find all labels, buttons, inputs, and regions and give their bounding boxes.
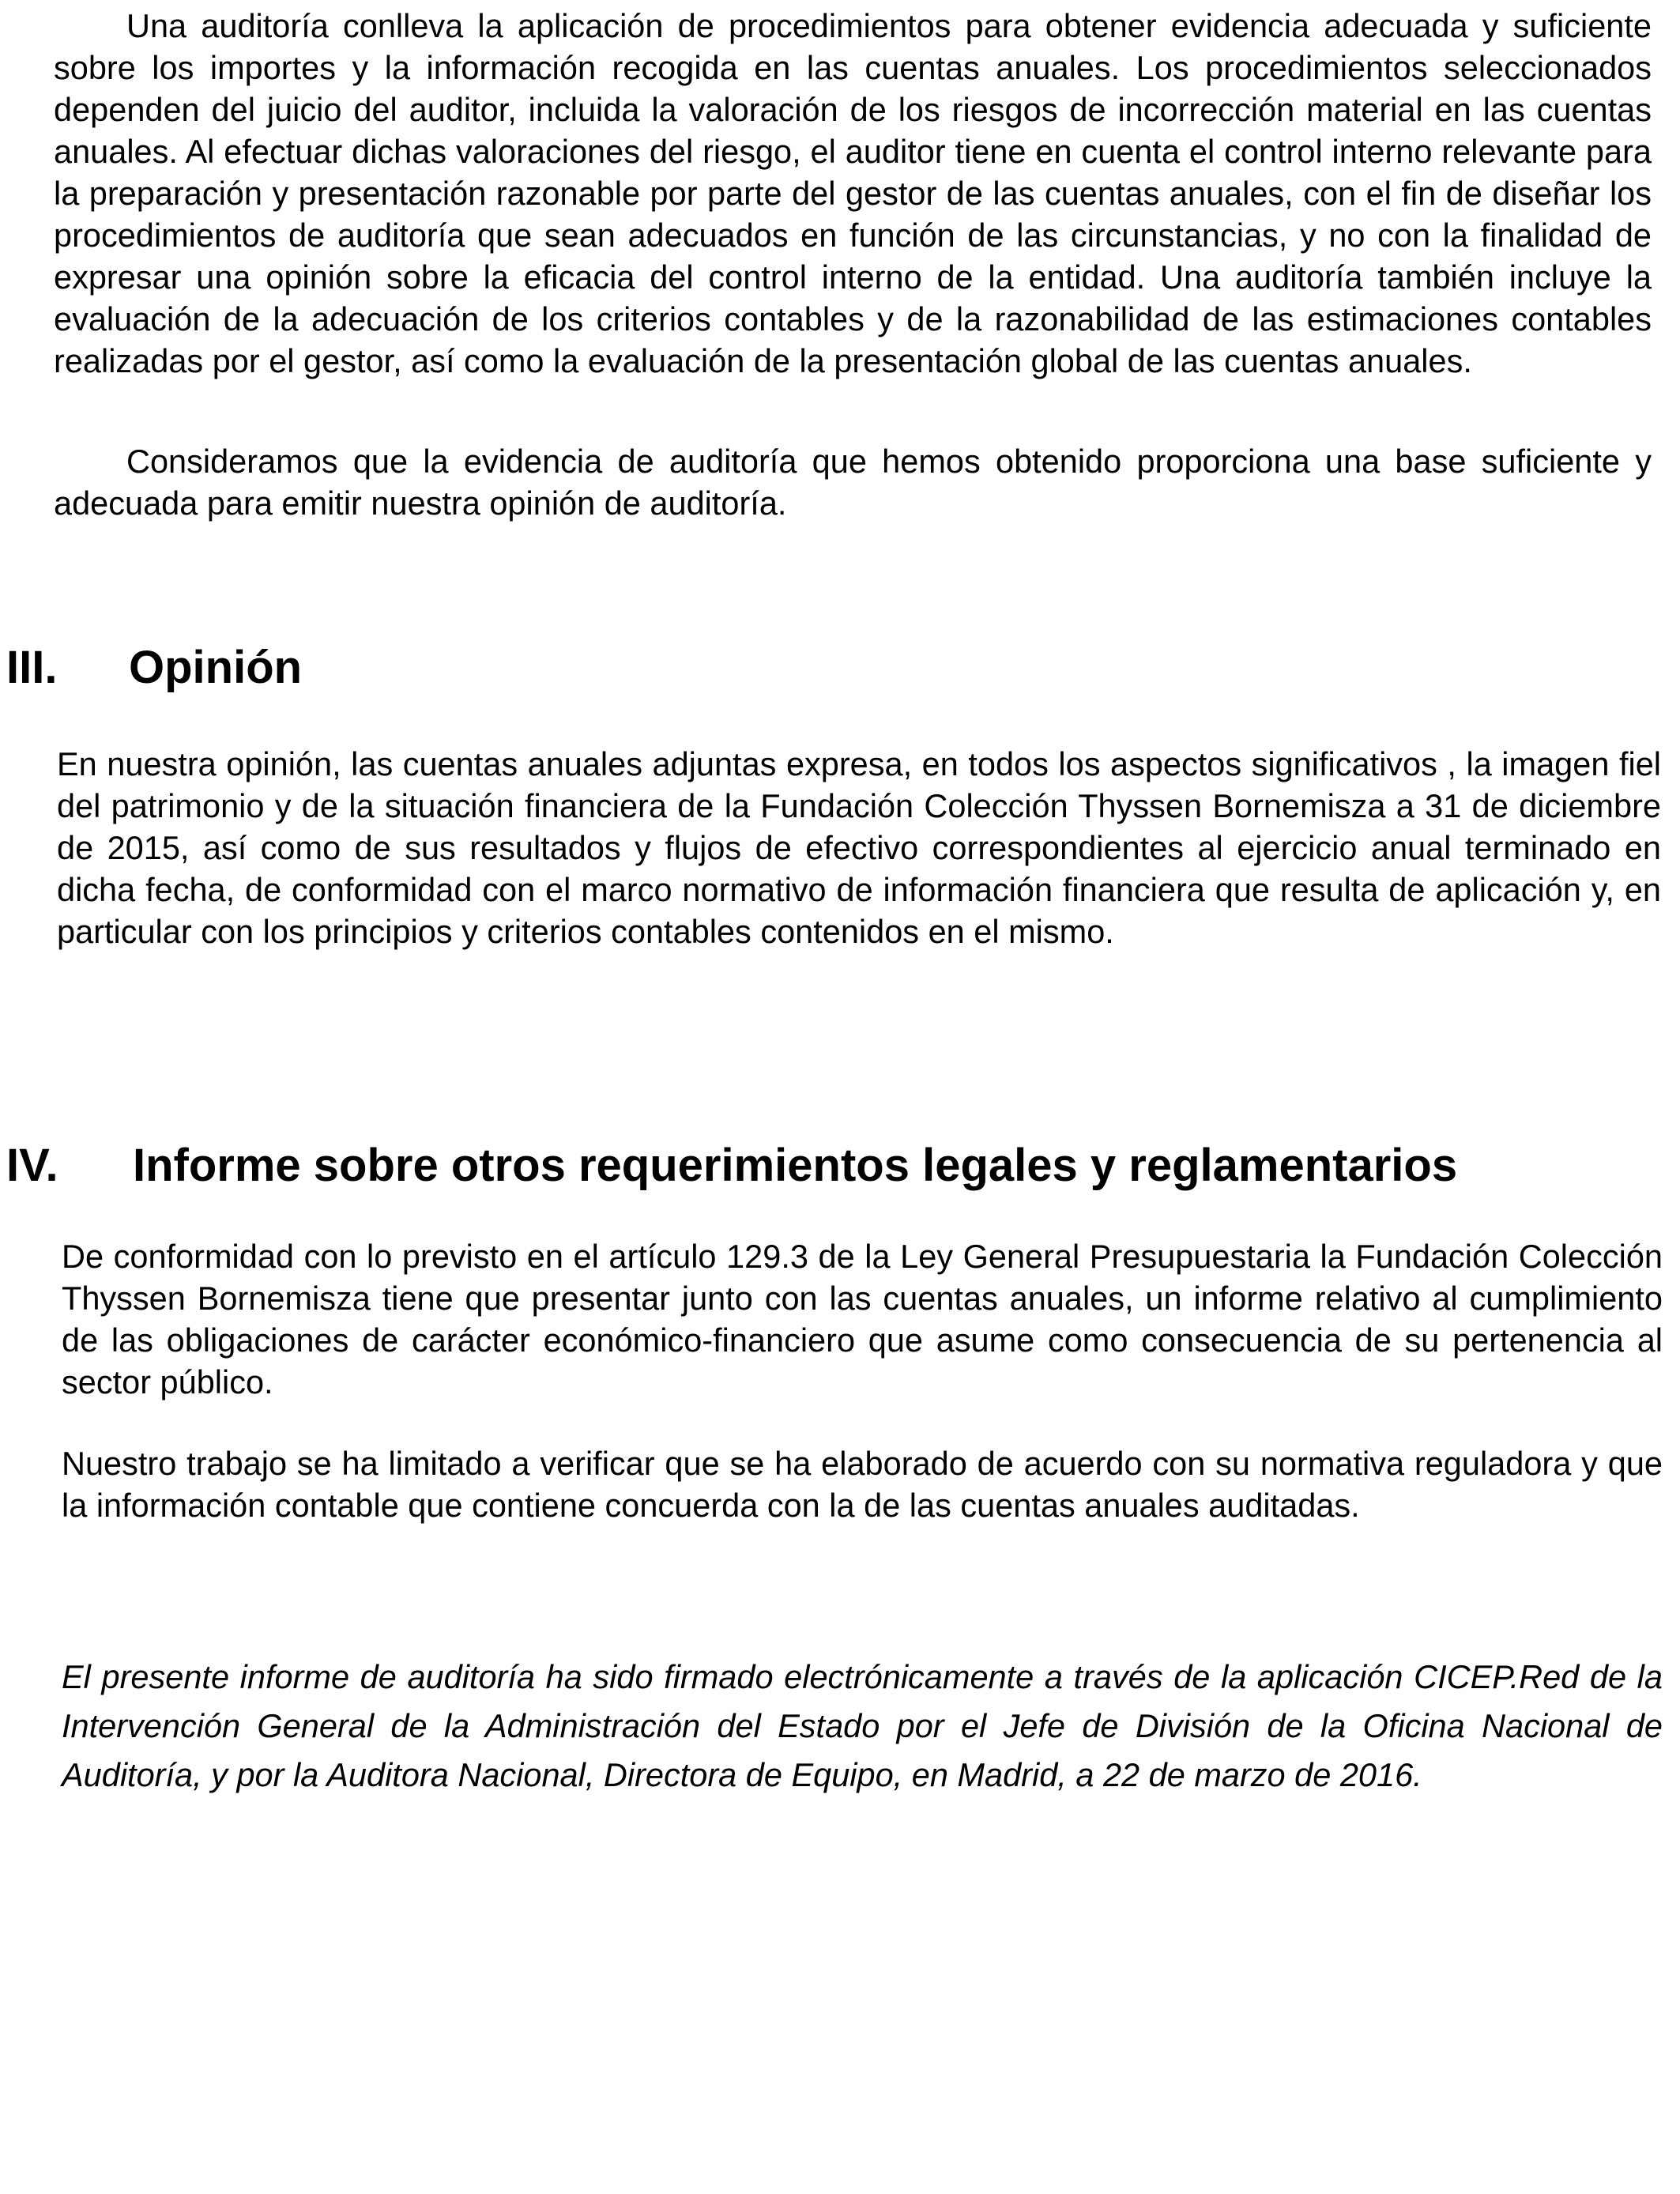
opinion-heading	[6, 640, 638, 696]
electronic-signature-note: El presente informe de auditoría ha sido firmado electrónicamente a través de la aplicación CICEP.Red de la Intervención General de la Administración del Estado por el Jefe de División de la Oficina Nacional de Auditoría, y por la Auditora Nacional, Directora de Equipo, en Madrid, a 22 de marzo de 2016.	[62, 1658, 1663, 1793]
procedures-paragraph: Una auditoría conlleva la aplicación de procedimientos para obtener evidencia adecuada y suficiente sobre los importes y la información recogida en las cuentas anuales. Los procedimientos seleccionados dependen del juicio del auditor, incluida la valoración de los riesgos de incorrección material en las cuentas anuales. Al efectuar dichas valoraciones del riesgo, el auditor tiene en cuenta el control interno relevante para la preparación y presentación razonable por parte del gestor de las cuentas anuales, con el fin de diseñar los procedimientos de auditoría que sean adecuados en función de las circunstancias, y no con la finalidad de expresar una opinión sobre la eficacia del control interno de la entidad. Una auditoría también incluye la evaluación de la adecuación de los criterios contables y de la razonabilidad de las estimaciones contables realizadas por el gestor, así como la evaluación de la presentación global de las cuentas anuales.	[54, 7, 1652, 379]
work-scope-paragraph: Nuestro trabajo se ha limitado a verificar que se ha elaborado de acuerdo con su normativa reguladora y que la información contable que contiene concuerda con la de las cuentas anuales auditadas.	[62, 1445, 1663, 1524]
opinion-heading-title: Opinión	[129, 642, 303, 693]
opinion-heading-number: III.	[6, 642, 58, 693]
evidence-paragraph: Consideramos que la evidencia de auditoría que hemos obtenido proporciona una base suficiente y adecuada para emitir nuestra opinión de auditoría.	[54, 443, 1652, 522]
ley-presupuestaria-paragraph: De conformidad con lo previsto en el artículo 129.3 de la Ley General Presupuestaria la Fundación Colección Thyssen Bornemisza tiene que presentar junto con las cuentas anuales, un informe relativo al cumplimiento de las obligaciones de carácter económico-financiero que asume como consecuencia de su pertenencia al sector público.	[62, 1238, 1663, 1400]
legal-requirements-heading	[6, 1138, 1587, 1193]
legal-requirements-heading-title: Informe sobre otros requerimientos legales y reglamentarios	[133, 1140, 1458, 1191]
legal-requirements-heading-number: IV.	[6, 1140, 58, 1191]
opinion-paragraph: En nuestra opinión, las cuentas anuales adjuntas expresa, en todos los aspectos significativos , la imagen fiel del patrimonio y de la situación financiera de la Fundación Colección Thyssen Bornemisza a 31 de diciembre de 2015, así como de sus resultados y flujos de efectivo correspondientes al ejercicio anual terminado en dicha fecha, de conformidad con el marco normativo de información financiera que resulta de aplicación y, en particular con los principios y criterios contables contenidos en el mismo.	[57, 745, 1661, 950]
